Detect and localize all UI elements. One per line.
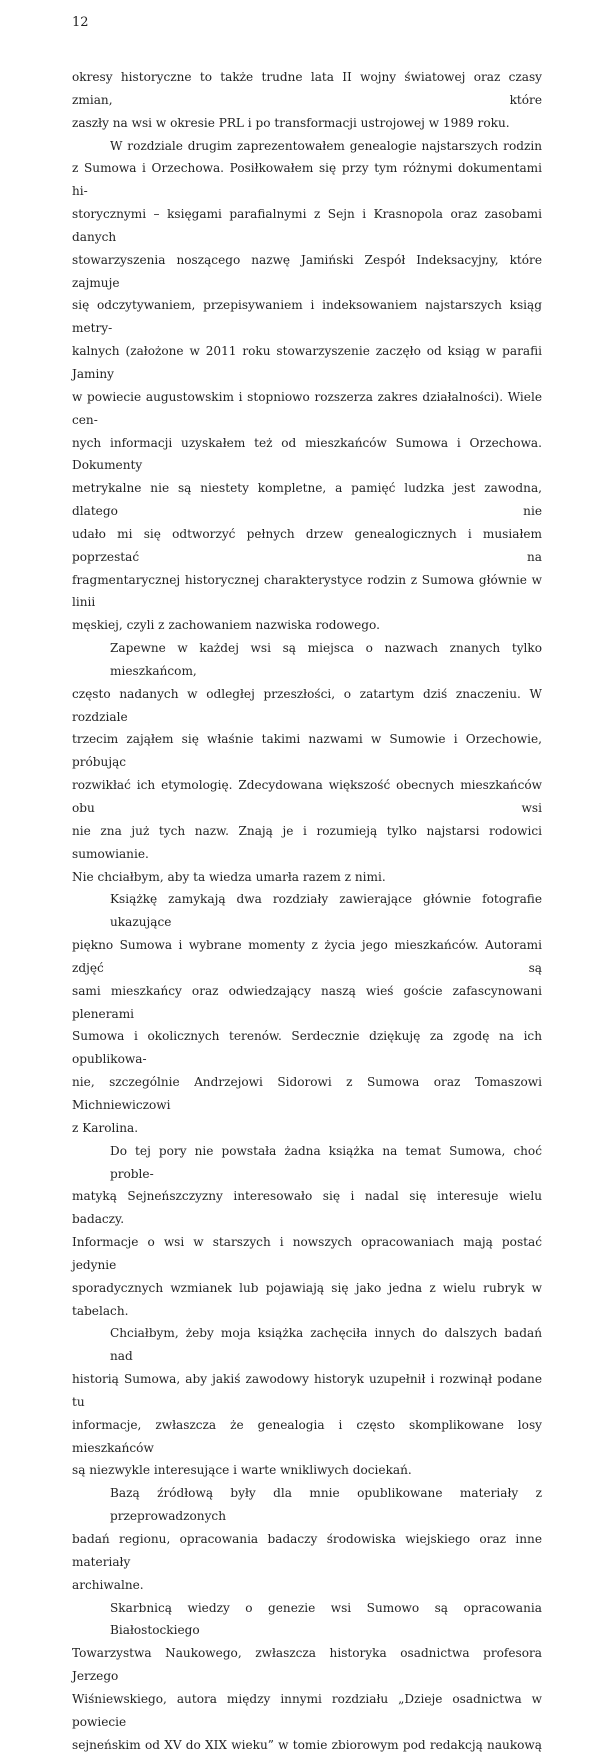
text-line: często nadanych w odległej przeszłości, o zatartym dziś znaczeniu. W rozdziale (72, 686, 542, 724)
text-line: w powiecie augustowskim i stopniowo rozszerza zakres działalności). Wiele cen- (72, 389, 542, 427)
text-line: matyką Sejneńszczyzny interesowało się i nadal się interesuje wielu badaczy. (72, 1189, 542, 1227)
text-line: archiwalne. (72, 1577, 144, 1592)
page-number: 12 (72, 15, 89, 30)
text-line: W rozdziale drugim zaprezentowałem genealogie najstarszych rodzin (110, 138, 542, 153)
paragraph (72, 1597, 542, 1754)
text-line: fragmentarycznej historycznej charakterystyce rodzin z Sumowa głównie w linii (72, 572, 542, 610)
text-line: stowarzyszenia noszącego nazwę Jamiński Zespół Indeksacyjny, które zajmuje (72, 252, 542, 290)
text-line: z Karolina. (72, 1120, 139, 1135)
text-line: sporadycznych wzmianek lub pojawiają się jako jedna z wielu rubryk w tabelach. (72, 1280, 542, 1318)
text-line: sejneńskim od XV do XIX wieku” w tomie zbiorowym pod redakcją naukową (72, 1737, 542, 1752)
paragraph (72, 888, 542, 1139)
paragraph (72, 637, 542, 888)
text-line: okresy historyczne to także trudne lata II wojny światowej oraz czasy zmian, które (72, 70, 542, 107)
text-line: Wiśniewskiego, autora między innymi rozdziału „Dzieje osadnictwa w powiecie (72, 1691, 542, 1729)
text-line: metrykalne nie są niestety kompletne, a pamięć ludzka jest zawodna, dlatego nie (72, 481, 542, 519)
text-line: Sumowa i okolicznych terenów. Serdecznie dziękuję za zgodę na ich opublikowa- (72, 1029, 542, 1067)
text-line: z Sumowa i Orzechowa. Posiłkowałem się przy tym różnymi dokumentami hi- (72, 161, 542, 199)
text-line: Zapewne w każdej wsi są miejsca o nazwach znanych tylko mieszkańcom, (110, 641, 542, 678)
text-line: zaszły na wsi w okresie PRL i po transformacji ustrojowej w 1989 roku. (72, 115, 510, 130)
text-line: historią Sumowa, aby jakiś zawodowy historyk uzupełnił i rozwinął podane tu (72, 1372, 542, 1409)
text-line: są niezwykle interesujące i warte wnikliwych dociekań. (72, 1463, 412, 1478)
paragraph (72, 1322, 542, 1482)
text-line: męskiej, czyli z zachowaniem nazwiska rodowego. (72, 618, 380, 633)
text-line: Informacje o wsi w starszych i nowszych opracowaniach mają postać jedynie (72, 1235, 542, 1272)
paragraph (72, 1482, 542, 1596)
text-line: trzecim zająłem się właśnie takimi nazwami w Sumowie i Orzechowie, próbując (72, 732, 542, 770)
text-line: udało mi się odtworzyć pełnych drzew genealogicznych i musiałem poprzestać na (72, 526, 542, 564)
text-line: Książkę zamykają dwa rozdziały zawierające głównie fotografie ukazujące (110, 892, 542, 930)
text-line: Skarbnicą wiedzy o genezie wsi Sumowo są opracowania Białostockiego (110, 1600, 542, 1638)
text-line: Towarzystwa Naukowego, zwłaszcza historyka osadnictwa profesora Jerzego (72, 1646, 542, 1684)
text-line: nie, szczególnie Andrzejowi Sidorowi z Sumowa oraz Tomaszowi Michniewiczowi (72, 1075, 542, 1112)
text-line: Bazą źródłową były dla mnie opublikowane materiały z przeprowadzonych (110, 1486, 542, 1524)
text-line: Do tej pory nie powstała żadna książka na temat Sumowa, choć proble- (110, 1143, 542, 1181)
text-line: sami mieszkańcy oraz odwiedzający naszą wieś goście zafascynowani plenerami (72, 983, 542, 1021)
paragraph (72, 66, 542, 135)
paragraph (72, 1140, 542, 1323)
paragraph (72, 135, 542, 638)
body-text (72, 66, 542, 1754)
text-line: się odczytywaniem, przepisywaniem i indeksowaniem najstarszych ksiąg metry- (72, 298, 542, 336)
text-line: rozwikłać ich etymologię. Zdecydowana większość obecnych mieszkańców obu wsi (72, 778, 542, 815)
text-line: kalnych (założone w 2011 roku stowarzyszenie zaczęło od ksiąg w parafii Jaminy (72, 344, 542, 381)
text-line: storycznymi – księgami parafialnymi z Sejn i Krasnopola oraz zasobami danych (72, 207, 542, 244)
text-line: Chciałbym, żeby moja książka zachęciła innych do dalszych badań nad (110, 1326, 542, 1364)
text-line: nie zna już tych nazw. Znają je i rozumieją tylko najstarsi rodowici sumowianie. (72, 823, 542, 861)
text-line: Nie chciałbym, aby ta wiedza umarła razem z nimi. (72, 869, 386, 884)
text-line: piękno Sumowa i wybrane momenty z życia jego mieszkańców. Autorami zdjęć są (72, 938, 542, 975)
text-line: nych informacji uzyskałem też od mieszkańców Sumowa i Orzechowa. Dokumenty (72, 435, 542, 473)
text-line: badań regionu, opracowania badaczy środowiska wiejskiego oraz inne materiały (72, 1532, 542, 1569)
text-line: informacje, zwłaszcza że genealogia i często skomplikowane losy mieszkańców (72, 1417, 542, 1455)
